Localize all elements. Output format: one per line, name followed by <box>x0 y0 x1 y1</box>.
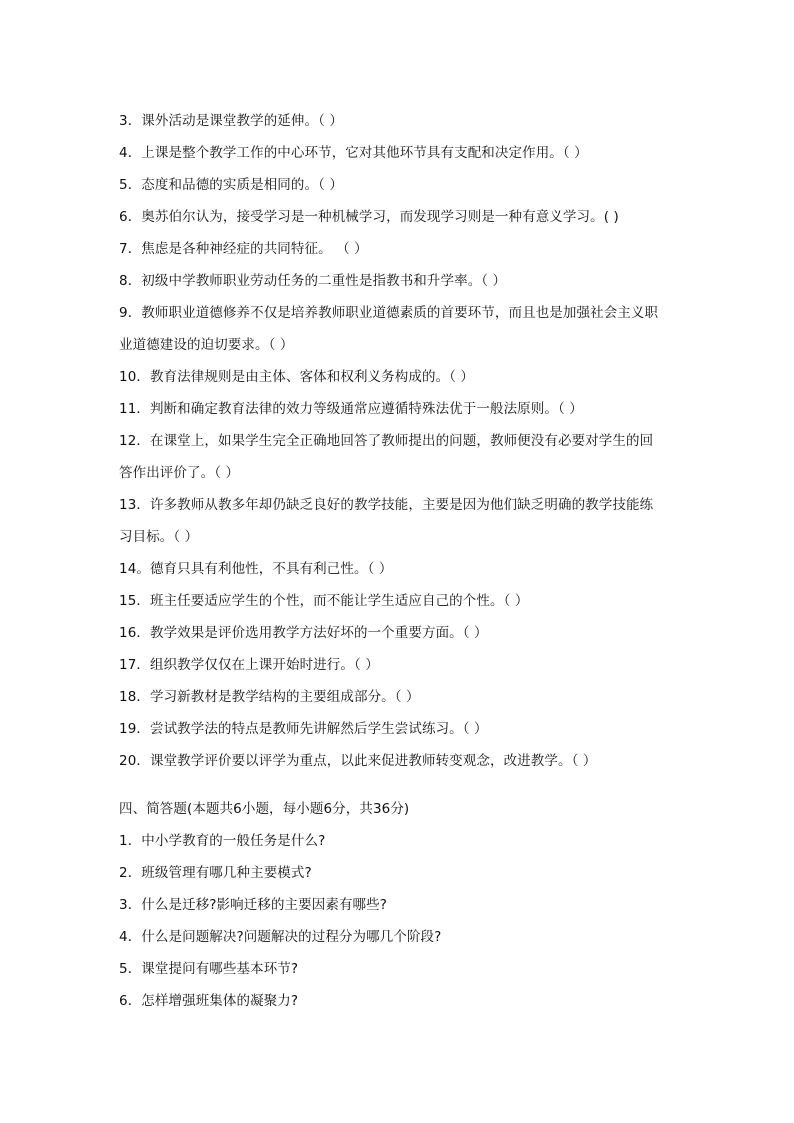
question-line: 5．态度和品德的实质是相同的。（ ） <box>119 177 343 193</box>
section-gap <box>119 777 679 793</box>
question-line: 4．上课是整个教学工作的中心环节，它对其他环节具有支配和决定作用。（ ） <box>119 145 588 161</box>
short-answer-item: 6．怎样增强班集体的凝聚力? <box>119 993 299 1009</box>
short-answer-item: 3．什么是迁移?影响迁移的主要因素有哪些? <box>119 897 388 913</box>
question-line: 13．许多教师从教多年却仍缺乏良好的教学技能，主要是因为他们缺乏明确的教学技能练 <box>119 497 654 513</box>
question-line: 6．奥苏伯尔认为，接受学习是一种机械学习，而发现学习则是一种有意义学习。( ) <box>119 209 619 225</box>
short-answer-item: 2．班级管理有哪几种主要模式? <box>119 865 312 881</box>
question-line-continued: 习目标。（ ） <box>119 529 199 545</box>
short-answer-item: 5．课堂提问有哪些基本环节? <box>119 961 299 977</box>
question-line: 19．尝试教学法的特点是教师先讲解然后学生尝试练习。（ ） <box>119 721 488 737</box>
question-line: 7．焦虑是各种神经症的共同特征。 （ ） <box>119 241 368 257</box>
question-line: 15．班主任要适应学生的个性，而不能让学生适应自己的个性。（ ） <box>119 593 529 609</box>
section-heading: 四、简答题(本题共6小题，每小题6分，共36分) <box>119 801 410 817</box>
question-line: 16．教学效果是评价选用教学方法好坏的一个重要方面。（ ） <box>119 625 488 641</box>
question-line: 12．在课堂上，如果学生完全正确地回答了教师提出的问题，教师便没有必要对学生的回 <box>119 433 654 449</box>
question-line: 3．课外活动是课堂教学的延伸。（ ） <box>119 113 343 129</box>
question-line: 9．教师职业道德修养不仅是培养教师职业道德素质的首要环节，而且也是加强社会主义职 <box>119 305 659 321</box>
question-line: 14。德育只具有利他性，不具有利己性。（ ） <box>119 561 393 577</box>
question-line-continued: 答作出评价了。（ ） <box>119 465 240 481</box>
short-answer-item: 1．中小学教育的一般任务是什么? <box>119 833 326 849</box>
question-line: 8．初级中学教师职业劳动任务的二重性是指教书和升学率。（ ） <box>119 273 507 289</box>
question-line: 10．教育法律规则是由主体、客体和权利义务构成的。（ ） <box>119 369 475 385</box>
question-line: 20．课堂教学评价要以评学为重点，以此来促进教师转变观念，改进教学。（ ） <box>119 753 597 769</box>
question-line: 11．判断和确定教育法律的效力等级通常应遵循特殊法优于一般法原则。（ ） <box>119 401 583 417</box>
question-line-continued: 业道德建设的迫切要求。（ ） <box>119 337 294 353</box>
document-content <box>119 105 679 1017</box>
question-line: 18．学习新教材是教学结构的主要组成部分。（ ） <box>119 689 420 705</box>
short-answer-item: 4．什么是问题解决?问题解决的过程分为哪几个阶段? <box>119 929 442 945</box>
question-line: 17．组织教学仅仅在上课开始时进行。（ ） <box>119 657 379 673</box>
